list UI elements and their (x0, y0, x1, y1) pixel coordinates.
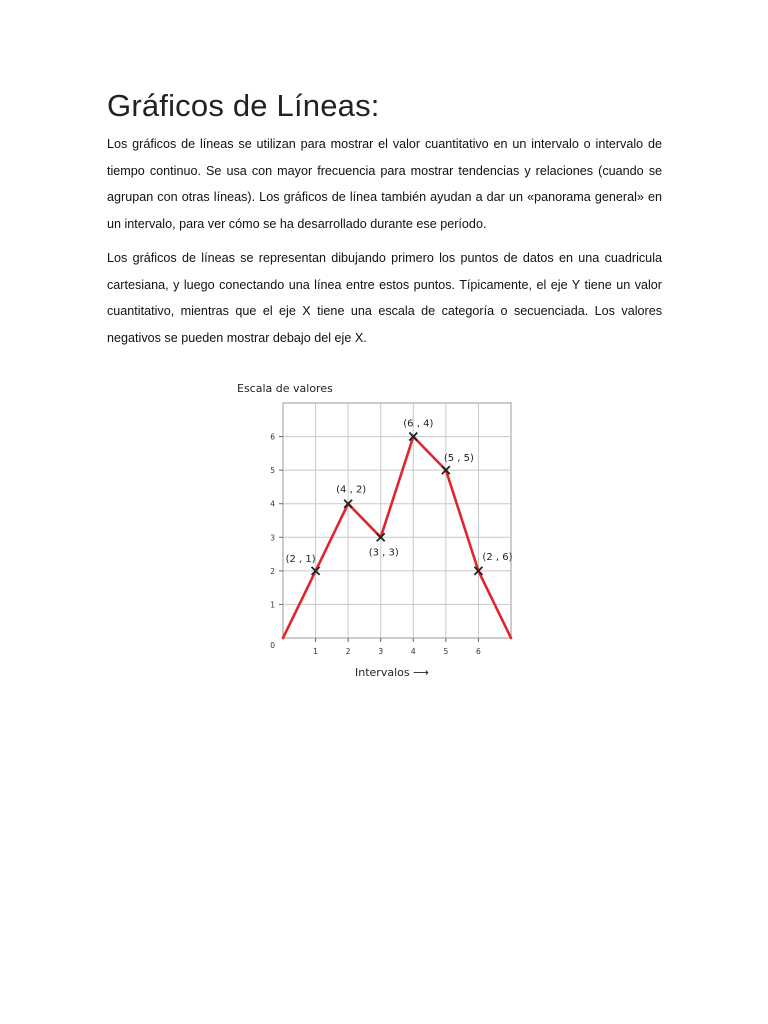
y-tick-label: 4 (270, 499, 275, 509)
x-tick-label: 1 (313, 647, 318, 656)
x-tick-label: 6 (476, 647, 481, 656)
paragraph-1: Los gráficos de líneas se utilizan para mostrar el valor cuantitativo en un intervalo o intervalo de tiempo continuo. Se usa con mayor frecuencia para mostrar tendencias y relaciones (cuando se agrupan con otras líneas). Los gráficos de línea también ayudan a dar un «panorama general» en un intervalo, para ver cómo se ha desarrollado durante ese período. (107, 137, 662, 231)
page-title: Gráficos de Líneas: (107, 88, 380, 123)
x-tick-label: 3 (378, 647, 384, 656)
y-tick-label: 3 (270, 533, 275, 543)
data-point (403, 419, 433, 441)
data-point (474, 552, 512, 575)
x-tick-label: 4 (410, 647, 416, 656)
y-tick-label: 6 (270, 432, 275, 442)
x-tick-label: 5 (443, 647, 449, 656)
x-axis-label: Intervalos ⟶ (355, 666, 429, 679)
chart-grid (283, 403, 511, 638)
plot-frame (283, 403, 511, 638)
y-tick-label: 2 (270, 566, 275, 576)
origin-label: 0 (270, 641, 275, 650)
x-tick-label: 2 (345, 647, 351, 656)
data-point (286, 554, 320, 575)
y-tick-label: 1 (270, 600, 275, 610)
data-point-label: (5 , 5) (443, 453, 474, 465)
data-point-label: (4 , 2) (336, 484, 367, 496)
data-point (442, 453, 474, 474)
data-point-label: (3 , 3) (368, 547, 399, 559)
paragraph-2: Los gráficos de líneas se representan dibujando primero los puntos de datos en una cuadricula cartesiana, y luego conectando una línea entre estos puntos. Típicamente, el eje Y tiene un valor cuantitativo, mientras que el eje X tiene una escala de categoría o secuenciada. Los valores negativos se pueden mostrar debajo del eje X. (107, 251, 662, 345)
y-tick-label: 5 (270, 466, 275, 476)
data-point-label: (2 , 6) (482, 551, 513, 563)
data-point (336, 485, 366, 508)
y-axis-label: Escala de valores (237, 382, 333, 395)
data-point-label: (6 , 4) (403, 418, 434, 430)
data-point-label: (2 , 1) (285, 553, 316, 565)
